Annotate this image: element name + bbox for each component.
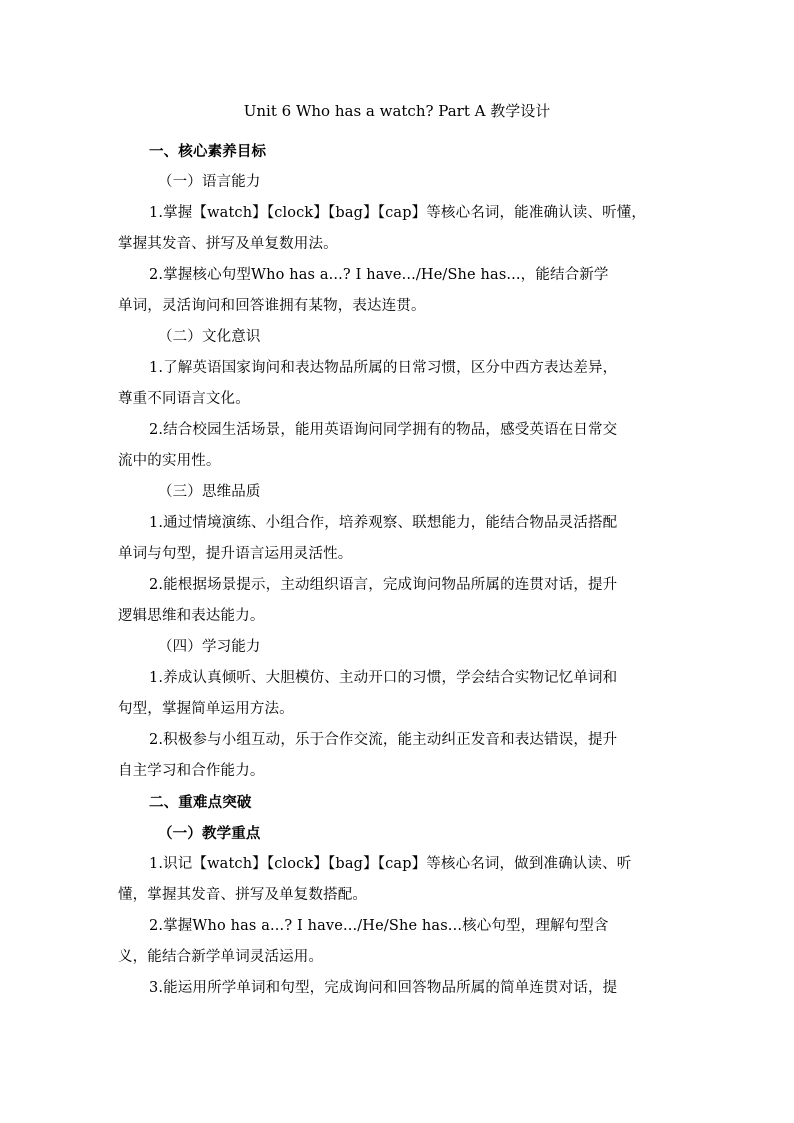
paragraph-line: 2.掌握核心句型Who has a...? I have.../He/She has...，能结合新学	[149, 267, 609, 283]
paragraph-line: 3.能运用所学单词和句型，完成询问和回答物品所属的简单连贯对话，提	[149, 980, 618, 996]
paragraph-line: 义，能结合新学单词灵活运用。	[118, 949, 324, 965]
paragraph-line: 单词，灵活询问和回答谁拥有某物，表达连贯。	[118, 298, 426, 314]
paragraph-line: 2.积极参与小组互动，乐于合作交流，能主动纠正发音和表达错误，提升	[149, 732, 618, 748]
section-heading-key-points: 二、重难点突破	[149, 794, 252, 811]
paragraph-line: 流中的实用性。	[118, 453, 221, 469]
paragraph-line: 懂，掌握其发音、拼写及单复数搭配。	[118, 887, 368, 903]
paragraph-line: 掌握其发音、拼写及单复数用法。	[118, 236, 338, 252]
paragraph-line: 2.能根据场景提示，主动组织语言，完成询问物品所属的连贯对话，提升	[149, 577, 618, 593]
paragraph-line: 尊重不同语言文化。	[118, 391, 250, 407]
subsection-heading-culture: （二）文化意识	[158, 329, 261, 345]
paragraph-line: 1.养成认真倾听、大胆模仿、主动开口的习惯，学会结合实物记忆单词和	[149, 670, 618, 686]
subsection-heading-learning: （四）学习能力	[158, 639, 261, 655]
paragraph-line: 1.掌握【watch】【clock】【bag】【cap】等核心名词，能准确认读、听懂，	[149, 205, 647, 221]
document-title: Unit 6 Who has a watch? Part A 教学设计	[243, 102, 551, 120]
paragraph-line: 1.识记【watch】【clock】【bag】【cap】等核心名词，做到准确认读、听	[149, 856, 632, 872]
paragraph-line: 单词与句型，提升语言运用灵活性。	[118, 546, 353, 562]
paragraph-line: 1.通过情境演练、小组合作，培养观察、联想能力，能结合物品灵活搭配	[149, 515, 618, 531]
paragraph-line: 2.结合校园生活场景，能用英语询问同学拥有的物品，感受英语在日常交	[149, 422, 618, 438]
paragraph-line: 自主学习和合作能力。	[118, 763, 265, 779]
paragraph-line: 2.掌握Who has a...? I have.../He/She has...核心句型，理解句型含	[149, 918, 609, 934]
paragraph-line: 句型，掌握简单运用方法。	[118, 701, 294, 717]
subsection-heading-language: （一）语言能力	[158, 174, 261, 190]
subsection-heading-teaching-focus: （一）教学重点	[158, 825, 261, 842]
subsection-heading-thinking: （三）思维品质	[158, 484, 261, 500]
paragraph-line: 逻辑思维和表达能力。	[118, 608, 265, 624]
paragraph-line: 1.了解英语国家询问和表达物品所属的日常习惯，区分中西方表达差异，	[149, 360, 618, 376]
section-heading-core-goals: 一、核心素养目标	[149, 143, 267, 160]
